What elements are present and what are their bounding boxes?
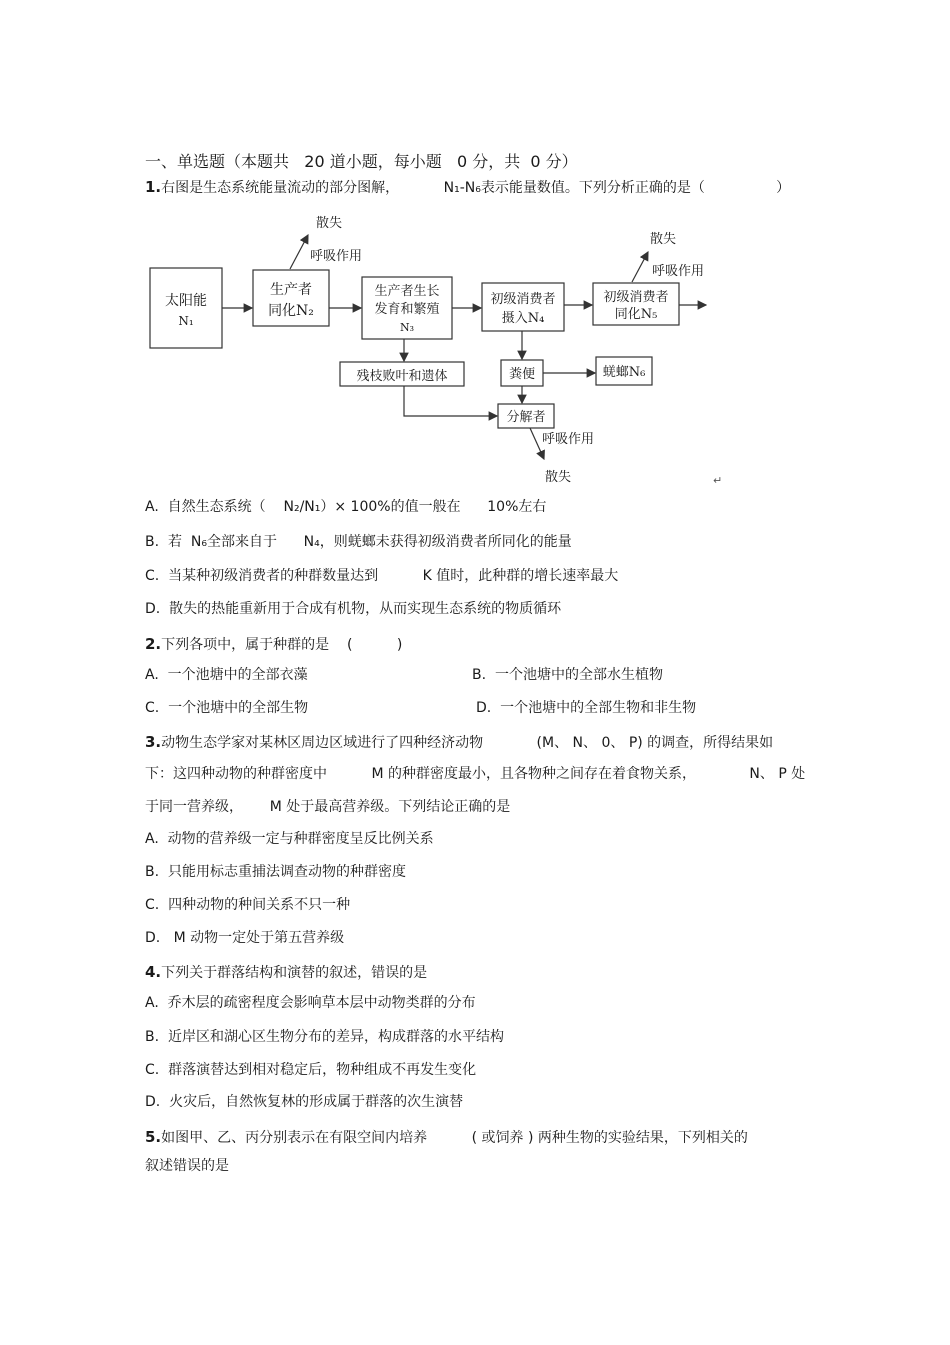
q1-option-a[interactable]: A. 自然生态系统（ N₂/N₁）× 100%的值一般在 10%左右 <box>145 499 547 515</box>
question-5-stem-line2: 叙述错误的是 <box>145 1158 229 1174</box>
question-text: 动物生态学家对某林区周边区域进行了四种经济动物 (M、 N、 0、 P) 的调查，所得结果如 <box>161 735 774 751</box>
question-1-stem <box>145 177 790 198</box>
sun-n1: N₁ <box>178 314 194 328</box>
question-3-stem-line1 <box>145 732 773 753</box>
question-text: 右图是生态系统能量流动的部分图解， N₁-N₆表示能量数值。下列分析正确的是（ ） <box>161 180 791 196</box>
q2-option-c[interactable]: C. 一个池塘中的全部生物 <box>145 700 309 716</box>
primary-assim-line2: 同化N₅ <box>614 307 658 322</box>
q3-option-a[interactable]: A. 动物的营养级一定与种群密度呈反比例关系 <box>145 831 434 847</box>
q2-option-b[interactable]: B. 一个池塘中的全部水生植物 <box>472 667 663 683</box>
producer-growth-n3: N₃ <box>399 321 415 334</box>
producer-growth-line2: 发育和繁殖 <box>374 302 440 317</box>
question-number: 2. <box>145 635 162 653</box>
question-3-stem-line3: 于同一营养级， M 处于最高营养级。下列结论正确的是 <box>145 799 511 815</box>
question-number: 4. <box>145 963 162 981</box>
return-mark: ↵ <box>713 474 723 487</box>
primary-intake-line1: 初级消费者 <box>490 292 556 307</box>
producer-assim-line2: 同化N₂ <box>268 303 314 319</box>
question-4-stem <box>145 962 427 983</box>
question-5-stem-line1 <box>145 1127 748 1148</box>
q2-option-a[interactable]: A. 一个池塘中的全部衣藻 <box>145 667 308 683</box>
q4-option-b[interactable]: B. 近岸区和湖心区生物分布的差异，构成群落的水平结构 <box>145 1029 504 1045</box>
section-title: 一、单选题（本题共 20 道小题，每小题 0 分，共 0 分） <box>145 152 578 171</box>
primary-assim-line1: 初级消费者 <box>603 290 669 305</box>
lost-label-2: 散失 <box>650 232 677 247</box>
q1-option-b[interactable]: B. 若 N₆全部来自于 N₄，则蜣螂未获得初级消费者所同化的能量 <box>145 534 572 550</box>
q3-option-c[interactable]: C. 四种动物的种间关系不只一种 <box>145 897 351 913</box>
q4-option-d[interactable]: D. 火灾后，自然恢复林的形成属于群落的次生演替 <box>145 1094 464 1110</box>
question-number: 1. <box>145 178 162 196</box>
question-3-stem-line2: 下：这四种动物的种群密度中 M 的种群密度最小，且各物种之间存在着食物关系， N、 P 处 <box>145 766 806 782</box>
question-text: 如图甲、乙、丙分别表示在有限空间内培养 ( 或饲养 ) 两种生物的实验结果，下列相关的 <box>161 1130 748 1146</box>
respiration-label-2: 呼吸作用 <box>652 264 705 279</box>
lost-label-3: 散失 <box>545 470 572 485</box>
producer-growth-line1: 生产者生长 <box>374 284 440 299</box>
respiration-label-1: 呼吸作用 <box>310 249 363 264</box>
decomposer-label: 分解者 <box>506 410 546 425</box>
question-text: 下列关于群落结构和演替的叙述，错误的是 <box>161 965 428 981</box>
primary-intake-line2: 摄入N₄ <box>501 311 545 326</box>
q1-option-c[interactable]: C. 当某种初级消费者的种群数量达到 K 值时，此种群的增长速率最大 <box>145 568 619 584</box>
residue-label: 残枝败叶和遗体 <box>356 369 448 384</box>
producer-assim-line1: 生产者 <box>270 282 312 298</box>
q4-option-c[interactable]: C. 群落演替达到相对稳定后，物种组成不再发生变化 <box>145 1062 477 1078</box>
dung-beetle-label: 蜣螂N₆ <box>602 365 646 380</box>
q2-option-d[interactable]: D. 一个池塘中的全部生物和非生物 <box>476 700 697 716</box>
question-number: 5. <box>145 1128 162 1146</box>
q3-option-b[interactable]: B. 只能用标志重捕法调查动物的种群密度 <box>145 864 406 880</box>
q4-option-a[interactable]: A. 乔木层的疏密程度会影响草本层中动物类群的分布 <box>145 995 476 1011</box>
question-text: 下列各项中，属于种群的是 ( ) <box>161 637 403 653</box>
energy-flow-diagram <box>140 205 740 490</box>
q3-option-d[interactable]: D. M 动物一定处于第五营养级 <box>145 930 345 946</box>
question-number: 3. <box>145 733 162 751</box>
respiration-label-3: 呼吸作用 <box>542 432 595 447</box>
lost-label-1: 散失 <box>316 216 343 231</box>
q1-option-d[interactable]: D. 散失的热能重新用于合成有机物，从而实现生态系统的物质循环 <box>145 601 562 617</box>
feces-label: 粪便 <box>508 367 536 382</box>
sun-label: 太阳能 <box>165 293 207 309</box>
question-2-stem <box>145 634 402 655</box>
